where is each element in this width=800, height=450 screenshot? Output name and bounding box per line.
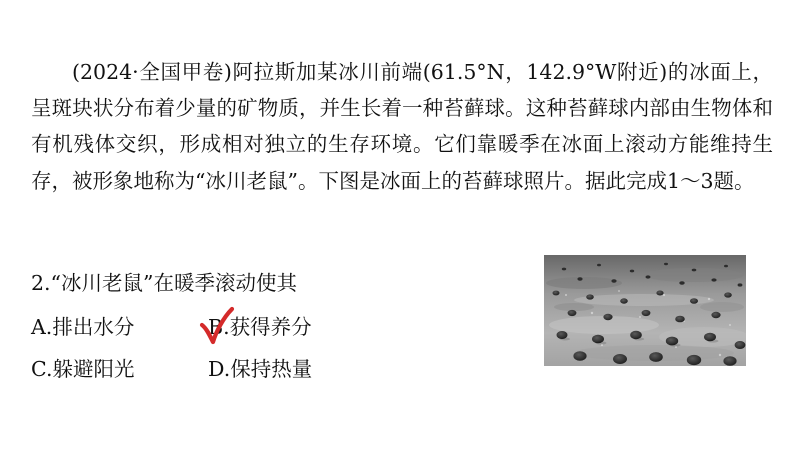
moss-ball-photo	[544, 255, 746, 366]
option-a[interactable]: A.排出水分	[31, 315, 135, 339]
option-c[interactable]: C.躲避阳光	[31, 357, 135, 381]
option-b[interactable]: B.获得养分	[208, 315, 312, 339]
checkmark-icon	[197, 305, 237, 347]
passage-text: (2024·全国甲卷)阿拉斯加某冰川前端(61.5°N，142.9°W附近)的冰面上，呈斑块状分布着少量的矿物质，并生长着一种苔藓球。这种苔藓球内部由生物体和有机残体交织，形成相对独立的生存环境。它们靠暖季在冰面上滚动方能维持生存，被形象地称为“冰川老鼠”。下图是冰面上的苔藓球照片。据此完成1～3题。	[31, 60, 773, 193]
option-d[interactable]: D.保持热量	[208, 357, 313, 381]
question-stem: 2.“冰川老鼠”在暖季滚动使其	[31, 271, 298, 295]
moss-ball-photo-icon	[544, 255, 746, 366]
